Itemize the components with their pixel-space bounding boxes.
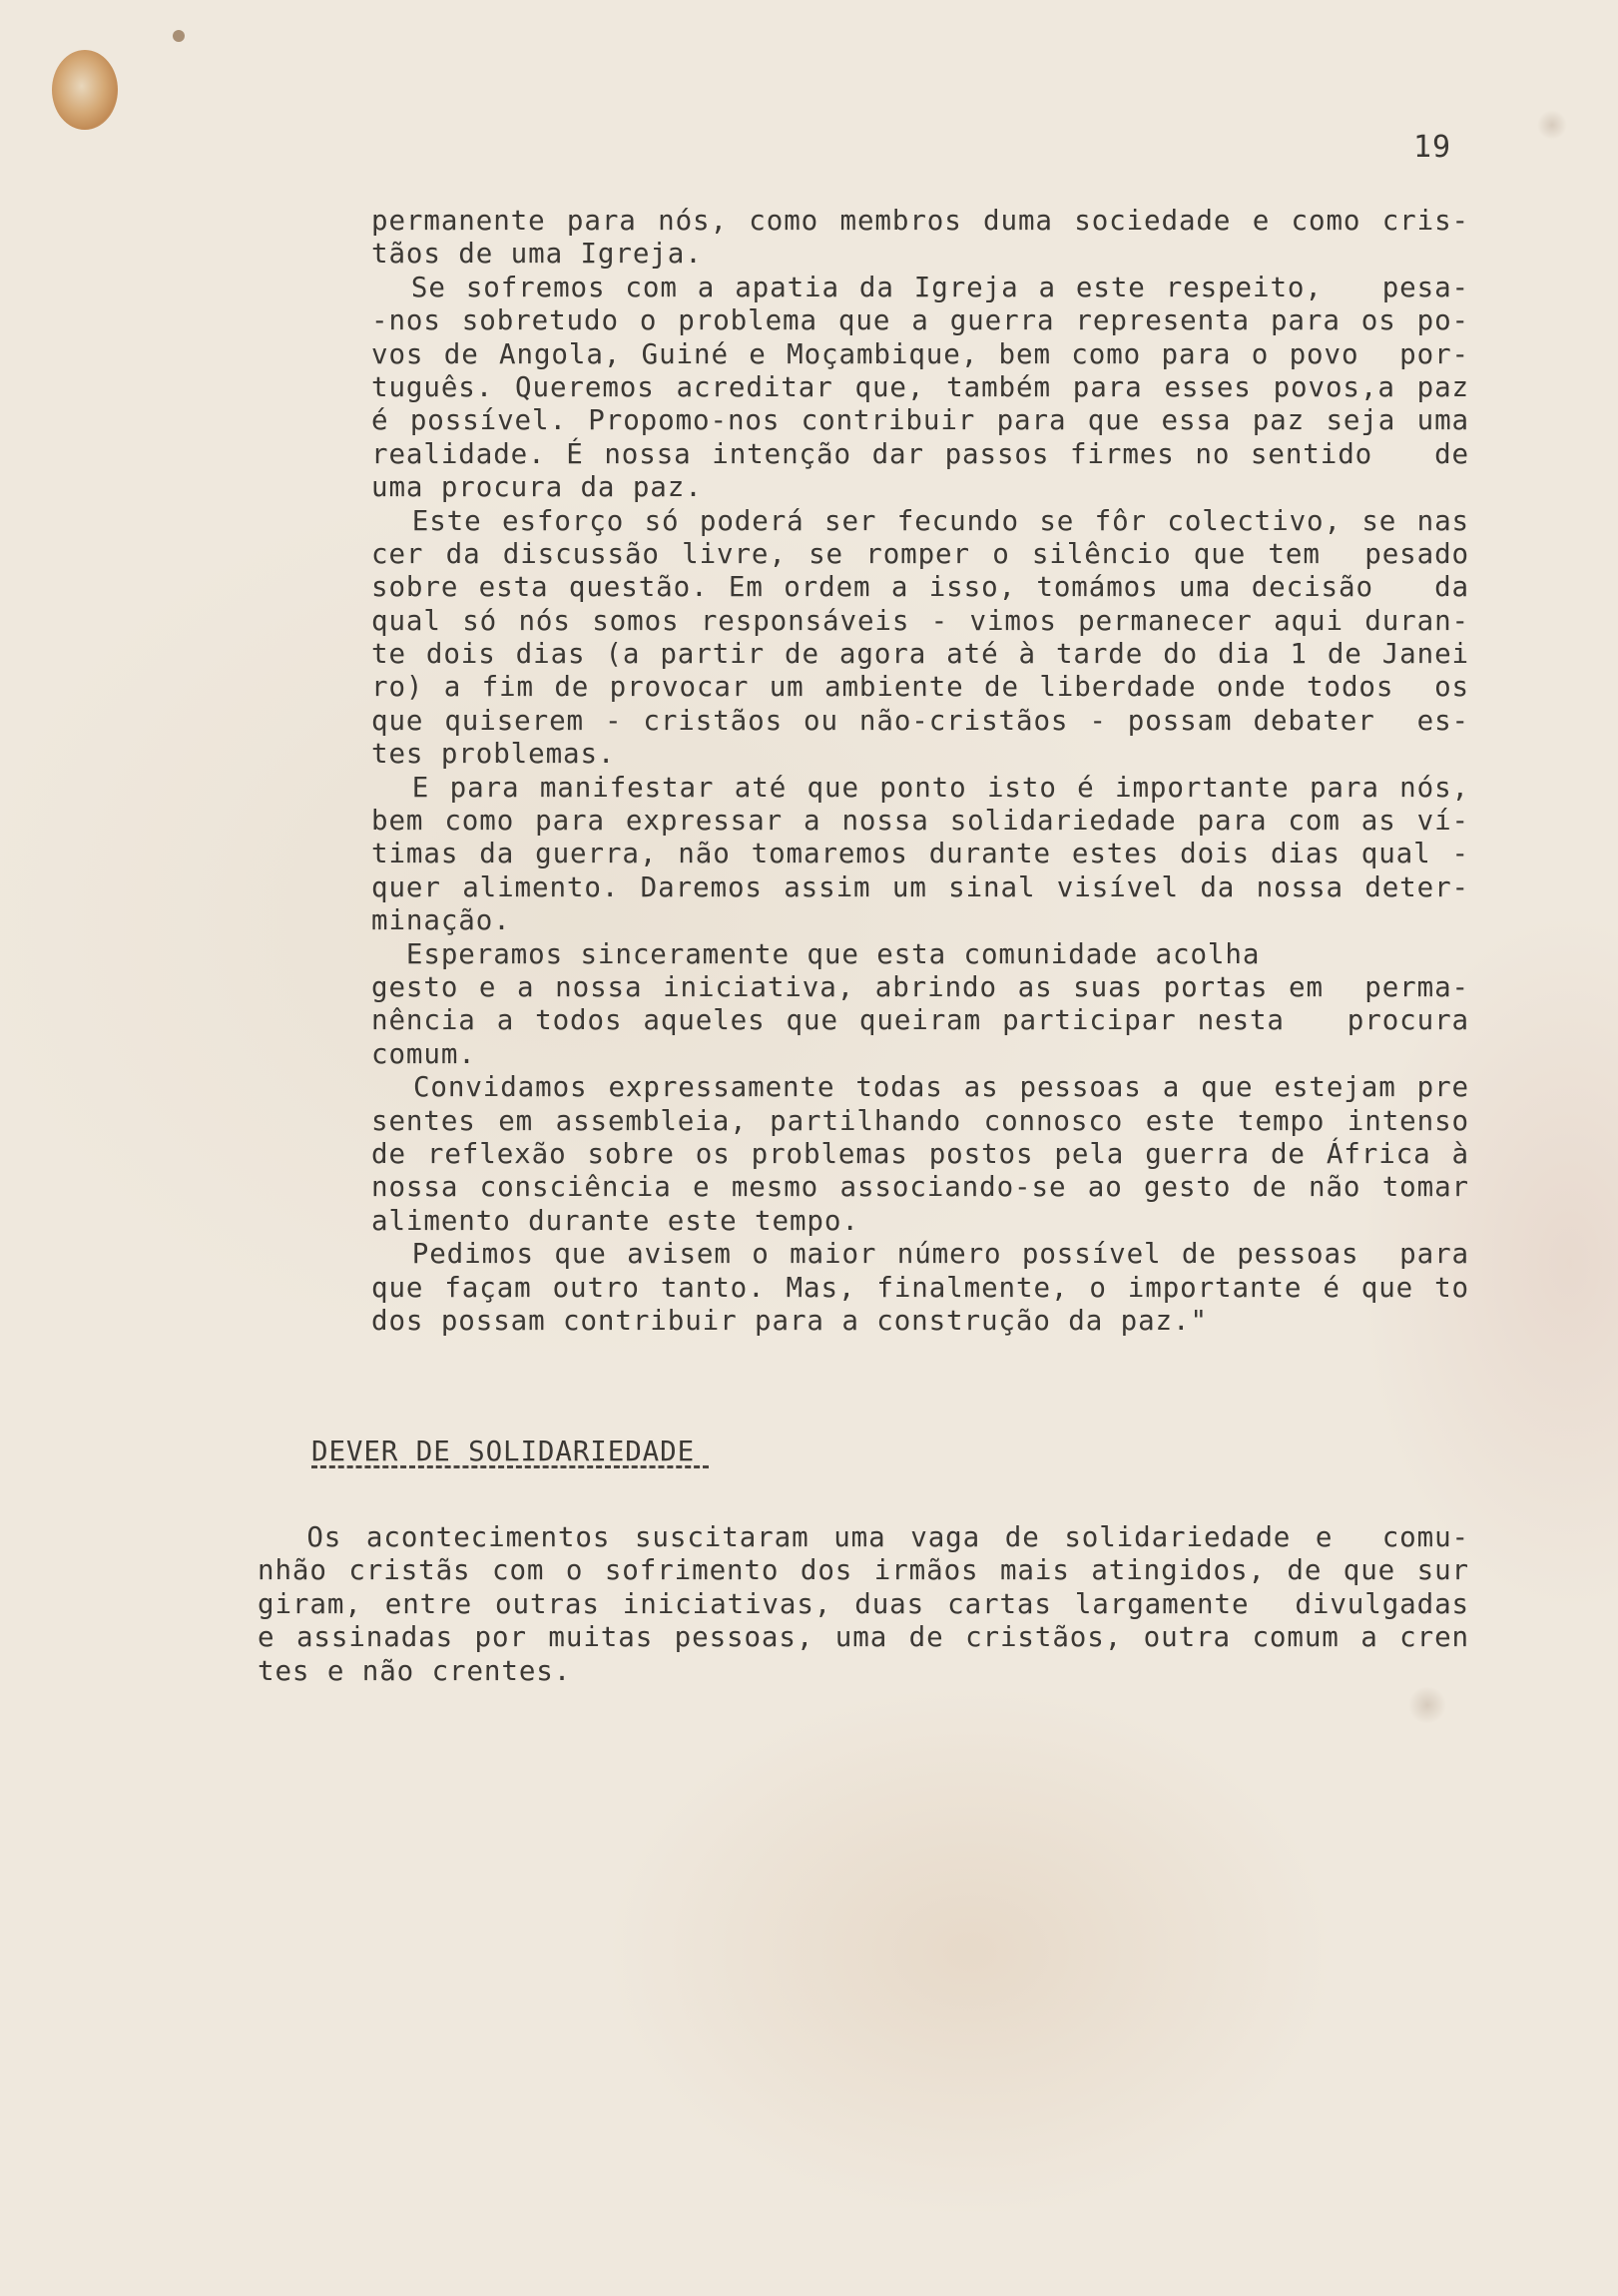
text-line: Se sofremos com a apatia da Igreja a este respeito, pesa- — [371, 271, 1469, 303]
text-line: e assinadas por muitas pessoas, uma de cristãos, outra comum a cren — [258, 1621, 1469, 1654]
section-heading: DEVER DE SOLIDARIEDADE — [311, 1435, 696, 1467]
text-line: tes e não crentes. — [258, 1654, 572, 1687]
heading-underline — [311, 1465, 709, 1468]
text-line: sobre esta questão. Em ordem a isso, tomámos uma decisão da — [371, 571, 1469, 604]
text-line: vos de Angola, Guiné e Moçambique, bem como para o povo por- — [371, 337, 1469, 370]
coffee-stain — [52, 50, 118, 130]
text-line: nossa consciência e mesmo associando-se ao gesto de não tomar — [371, 1171, 1469, 1204]
text-line: E para manifestar até que ponto isto é importante para nós, — [371, 771, 1469, 804]
text-line: timas da guerra, não tomaremos durante estes dois dias qual - — [371, 838, 1469, 870]
paper-mark — [173, 30, 185, 42]
text-line: tes problemas. — [371, 738, 616, 771]
text-line: que façam outro tanto. Mas, finalmente, o importante é que to — [371, 1271, 1469, 1304]
text-line: uma procura da paz. — [371, 471, 703, 504]
body-text-bottom — [258, 1521, 1469, 1688]
text-line: sentes em assembleia, partilhando connosco este tempo intenso — [371, 1104, 1469, 1137]
text-line: realidade. É nossa intenção dar passos firmes no sentido de — [371, 437, 1469, 470]
paper-speck — [1537, 110, 1567, 140]
body-text-top — [371, 205, 1469, 1338]
text-line: nência a todos aqueles que queiram participar nesta procura — [371, 1004, 1469, 1037]
text-line: Pedimos que avisem o maior número possível de pessoas para — [371, 1238, 1469, 1271]
text-line: quer alimento. Daremos assim um sinal visível da nossa deter- — [371, 870, 1469, 903]
text-line: Este esforço só poderá ser fecundo se fôr colectivo, se nas — [371, 504, 1469, 537]
text-line: minação. — [371, 904, 511, 937]
text-line: ro) a fim de provocar um ambiente de liberdade onde todos os — [371, 671, 1469, 704]
text-line: te dois dias (a partir de agora até à tarde do dia 1 de Janei — [371, 638, 1469, 671]
text-line: dos possam contribuir para a construção da paz." — [371, 1304, 1208, 1337]
text-line: é possível. Propomo-nos contribuir para que essa paz seja uma — [371, 404, 1469, 437]
text-line: -nos sobretudo o problema que a guerra representa para os po- — [371, 304, 1469, 337]
text-line: giram, entre outras iniciativas, duas cartas largamente divulgadas — [258, 1587, 1469, 1620]
text-line: de reflexão sobre os problemas postos pela guerra de África à — [371, 1137, 1469, 1170]
text-line: tãos de uma Igreja. — [371, 238, 703, 271]
text-line: Convidamos expressamente todas as pessoas a que estejam pre — [371, 1071, 1469, 1104]
text-line: bem como para expressar a nossa solidariedade para com as ví- — [371, 805, 1469, 838]
text-line: permanente para nós, como membros duma sociedade e como cris- — [371, 205, 1469, 237]
text-line: Os acontecimentos suscitaram uma vaga de solidariedade e comu- — [258, 1521, 1469, 1553]
text-line: nhão cristãs com o sofrimento dos irmãos mais atingidos, de que sur — [258, 1554, 1469, 1587]
text-line: cer da discussão livre, se romper o silêncio que tem pesado — [371, 537, 1469, 570]
paper-speck — [1407, 1687, 1447, 1723]
text-line: Esperamos sinceramente que esta comunidade acolha — [371, 937, 1261, 970]
text-line: qual só nós somos responsáveis - vimos permanecer aqui duran- — [371, 604, 1469, 637]
text-line: gesto e a nossa iniciativa, abrindo as suas portas em perma- — [371, 970, 1469, 1003]
text-line: alimento durante este tempo. — [371, 1204, 859, 1237]
text-line: tuguês. Queremos acreditar que, também para esses povos,a paz — [371, 370, 1469, 403]
page-number: 19 — [1413, 130, 1452, 165]
text-line: que quiserem - cristãos ou não-cristãos - possam debater es- — [371, 704, 1469, 737]
text-line: comum. — [371, 1037, 476, 1070]
